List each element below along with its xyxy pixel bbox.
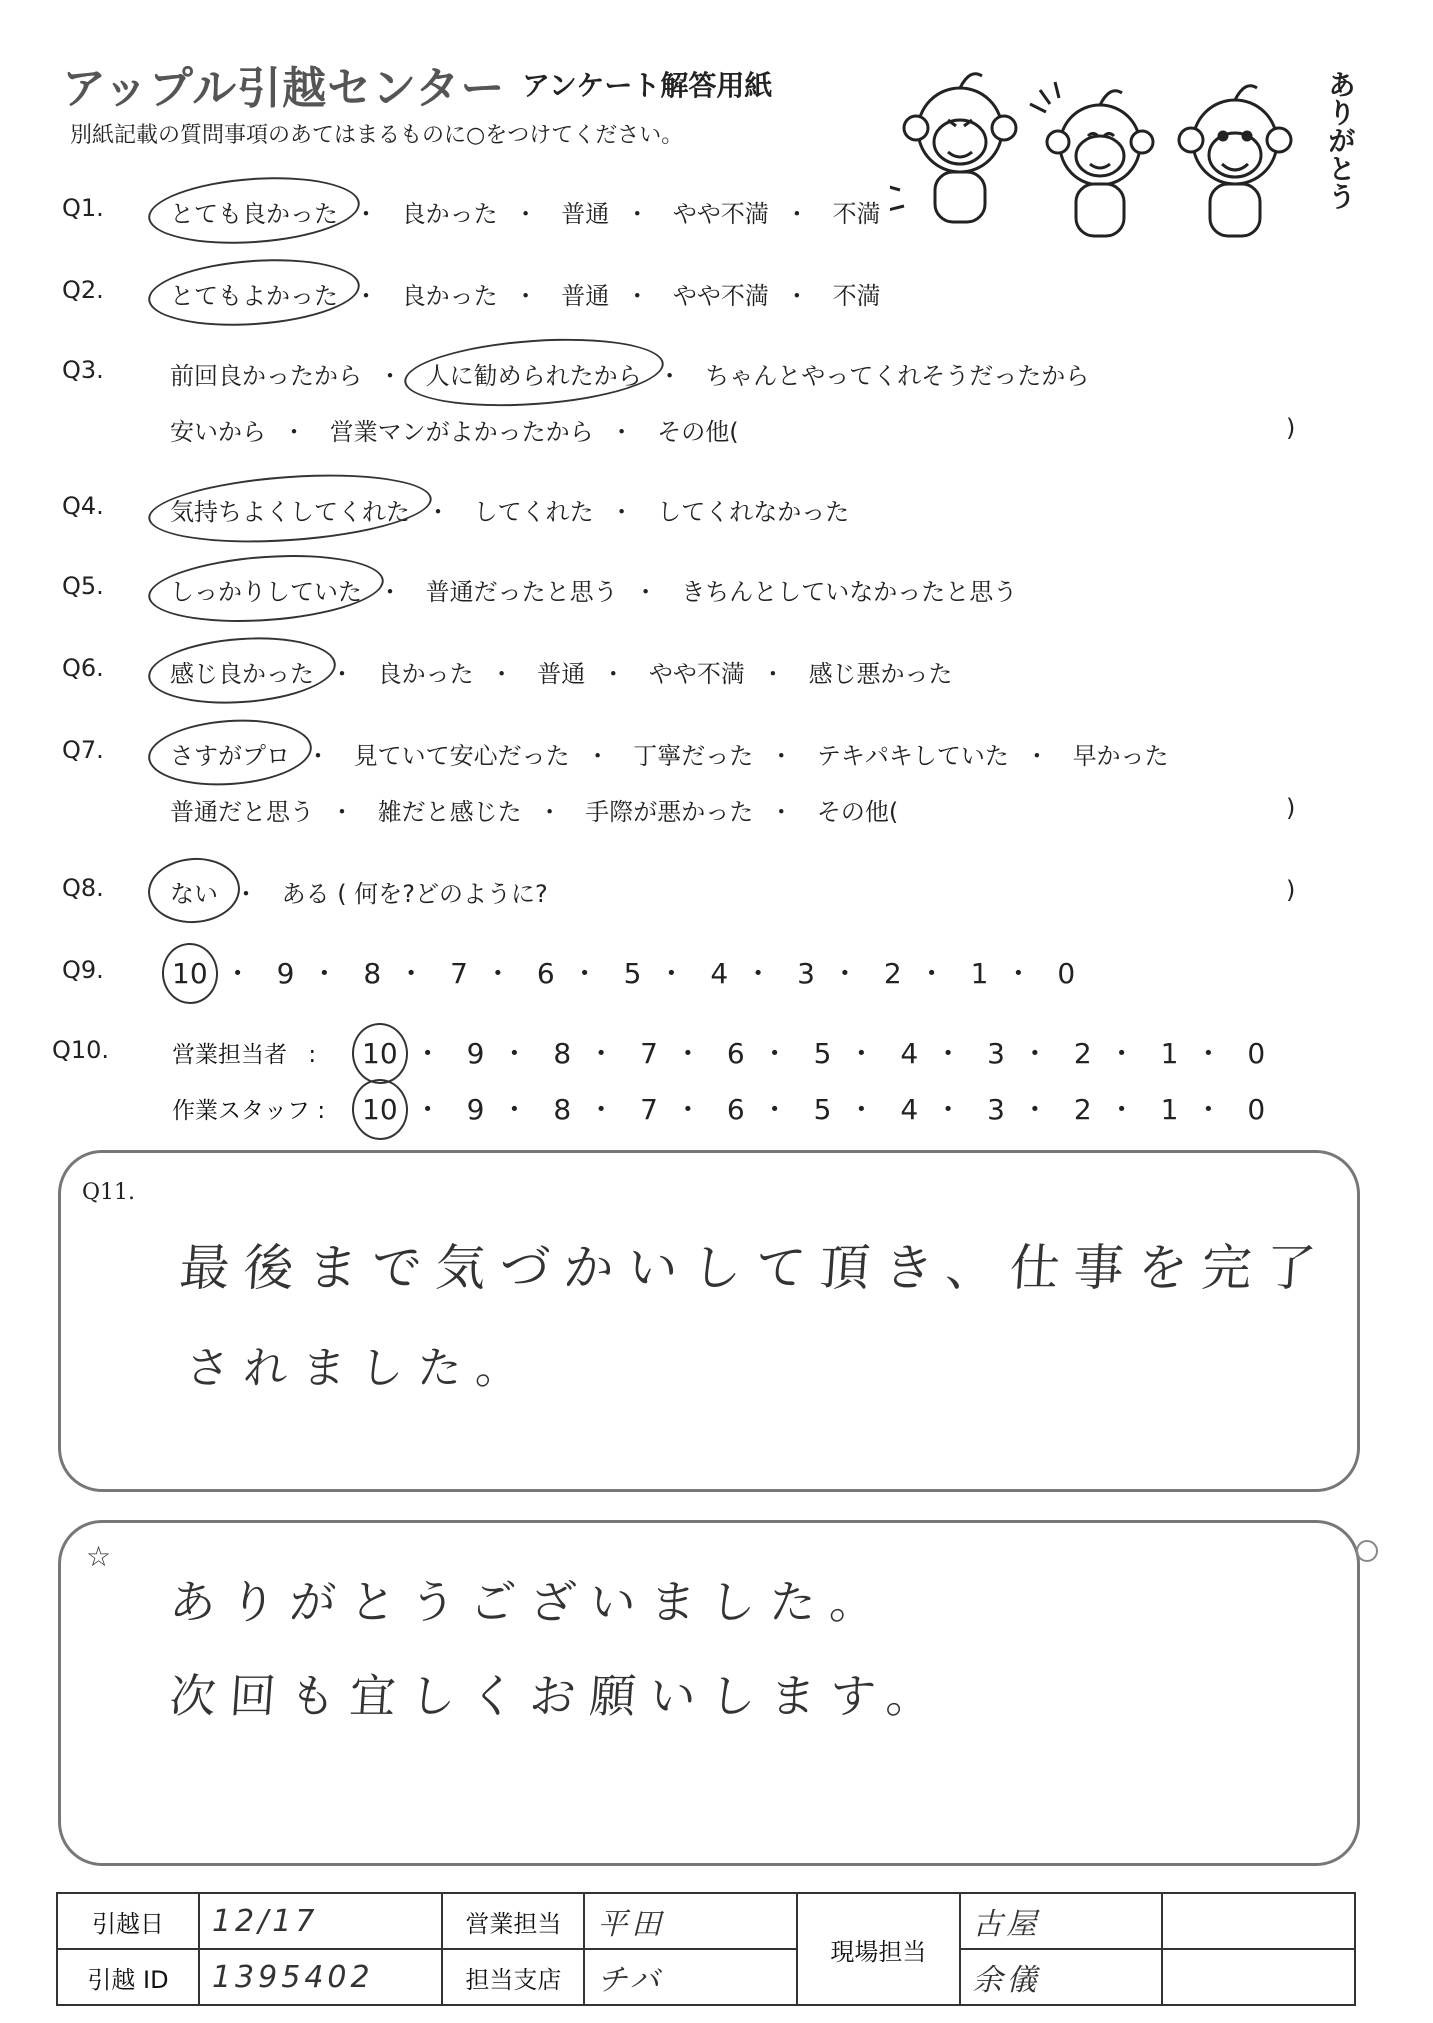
q3-options-line1: 前回良かったから ・ 人に勧められたから ・ ちゃんとやってくれそうだったから — [170, 356, 1089, 391]
q10-staff-sep: : — [317, 1098, 326, 1124]
branch-handwritten: チバ — [597, 1963, 664, 1998]
q10-sales-label — [172, 1036, 316, 1069]
q7-option-7[interactable]: 雑だと感じた — [377, 798, 522, 826]
q1-option-2[interactable]: 良かった — [401, 200, 498, 228]
q7-option-6[interactable]: 普通だと思う — [170, 798, 314, 826]
q10-sales-name: 営業担当者 — [172, 1042, 287, 1068]
form-subtitle: アンケート解答用紙 — [522, 69, 773, 102]
q3-options-line2: 安いから ・ 営業マンがよかったから ・ その他( — [170, 412, 739, 447]
q3-option-1[interactable]: 前回良かったから — [170, 362, 362, 390]
move-id-value[interactable] — [199, 1949, 442, 2005]
q10-staff-score-10[interactable]: 10 — [362, 1093, 398, 1126]
q8-option-2[interactable]: ある ( 何を?どのように? — [281, 880, 548, 908]
site-staff-2[interactable] — [960, 1949, 1163, 2005]
q2-option-1[interactable]: とてもよかった — [170, 276, 338, 311]
q10-sales-score-0[interactable]: 0 — [1247, 1037, 1266, 1070]
q5-options: しっかりしていた ・ 普通だったと思う ・ きちんとしていなかったと思う — [170, 572, 1017, 607]
sales-label: 営業担当 — [442, 1893, 584, 1949]
q1-option-3[interactable]: 普通 — [561, 200, 610, 228]
site-staff-extra-2[interactable] — [1162, 1949, 1355, 2005]
site-staff-1[interactable] — [960, 1893, 1163, 1949]
q10-sales-score-8[interactable]: 8 — [553, 1037, 572, 1070]
q9-scores: 10 ・ 9 ・ 8 ・ 7 ・ 6 ・ 5 ・ 4 ・ 3 ・ 2 ・ 1 ・ 0 — [172, 957, 1076, 990]
q8-paren-close: ) — [1286, 876, 1296, 904]
q10-staff-name: 作業スタッフ — [172, 1098, 310, 1124]
q5-option-3[interactable]: きちんとしていなかったと思う — [681, 578, 1018, 606]
q10-staff-score-8[interactable]: 8 — [553, 1093, 572, 1126]
q10-sales-score-4[interactable]: 4 — [900, 1037, 919, 1070]
q10-sales-sep: : — [308, 1042, 317, 1068]
q7-option-1[interactable]: さすがプロ — [170, 736, 290, 771]
q10-staff-score-1[interactable]: 1 — [1160, 1093, 1179, 1126]
q6-option-1[interactable]: 感じ良かった — [170, 654, 314, 689]
q2-label: Q2. — [62, 276, 104, 304]
q7-option-8[interactable]: 手際が悪かった — [585, 798, 754, 826]
star-icon: ☆ — [86, 1540, 112, 1573]
instruction-text: 別紙記載の質問事項のあてはまるものに○をつけてください。 — [70, 123, 684, 148]
q10-staff-score-7[interactable]: 7 — [640, 1093, 658, 1126]
q9-score-2[interactable]: 2 — [883, 957, 902, 990]
q4-label: Q4. — [62, 492, 104, 520]
info-row-2 — [57, 1949, 1355, 2005]
q7-option-5[interactable]: 早かった — [1072, 742, 1169, 770]
move-date-value[interactable] — [199, 1893, 442, 1949]
q8-option-1[interactable]: ない — [170, 874, 218, 909]
q10-staff-score-9[interactable]: 9 — [466, 1093, 485, 1126]
q10-staff-scores: 10 ・ 9 ・ 8 ・ 7 ・ 6 ・ 5 ・ 4 ・ 3 ・ 2 ・ 1 ・ 0 — [362, 1093, 1266, 1126]
q9-score-6[interactable]: 6 — [536, 957, 555, 990]
q10-sales-score-1[interactable]: 1 — [1160, 1037, 1179, 1070]
q6-option-4[interactable]: やや不満 — [648, 660, 745, 688]
q10-sales-scores: 10 ・ 9 ・ 8 ・ 7 ・ 6 ・ 5 ・ 4 ・ 3 ・ 2 ・ 1 ・ 0 — [362, 1037, 1266, 1070]
branch-value[interactable] — [584, 1949, 797, 2005]
q6-label: Q6. — [62, 654, 104, 682]
q11-handwritten-line1: 最後まで気づかいして頂き、仕事を完了 — [177, 1239, 1332, 1297]
q1-option-4[interactable]: やや不満 — [672, 200, 769, 228]
q4-option-3[interactable]: してくれなかった — [657, 498, 850, 526]
q2-option-4[interactable]: やや不満 — [672, 282, 769, 310]
q10-sales-score-3[interactable]: 3 — [987, 1037, 1005, 1070]
q10-sales-score-6[interactable]: 6 — [726, 1037, 745, 1070]
q11-handwritten-line2: されました。 — [183, 1343, 536, 1394]
q2-option-2[interactable]: 良かった — [401, 282, 498, 310]
q10-staff-label — [172, 1092, 325, 1125]
q1-option-5[interactable]: 不満 — [832, 200, 881, 228]
q8-label: Q8. — [62, 874, 104, 902]
q9-score-10[interactable]: 10 — [172, 957, 208, 990]
q1-option-1[interactable]: とても良かった — [170, 194, 338, 229]
site-label: 現場担当 — [797, 1893, 959, 2005]
monkey-mascots-illustration — [890, 60, 1370, 250]
q10-sales-score-7[interactable]: 7 — [640, 1037, 658, 1070]
q9-score-0[interactable]: 0 — [1057, 957, 1076, 990]
move-id-label: 引越 ID — [57, 1949, 199, 2005]
q11-comment-box[interactable] — [58, 1150, 1360, 1492]
site-staff-extra-1[interactable] — [1162, 1893, 1355, 1949]
site-staff-1-handwritten: 古屋 — [972, 1907, 1041, 1942]
q7-options-line1: さすがプロ ・ 見ていて安心だった ・ 丁寧だった ・ テキパキしていた ・ 早かった — [170, 736, 1169, 771]
q10-staff-score-3[interactable]: 3 — [987, 1093, 1005, 1126]
q1-options: とても良かった ・ 良かった ・ 普通 ・ やや不満 ・ 不満 — [170, 194, 881, 229]
q2-options: とてもよかった ・ 良かった ・ 普通 ・ やや不満 ・ 不満 — [170, 276, 881, 311]
q3-option-4[interactable]: 安いから — [170, 418, 266, 446]
q10-sales-score-10[interactable]: 10 — [362, 1037, 398, 1070]
q3-option-3[interactable]: ちゃんとやってくれそうだったから — [705, 362, 1090, 390]
q9-label: Q9. — [62, 956, 104, 984]
q9-score-9[interactable]: 9 — [276, 957, 295, 990]
q3-option-6[interactable]: その他( — [657, 418, 739, 446]
branch-label: 担当支店 — [442, 1949, 584, 2005]
q6-option-2[interactable]: 良かった — [377, 660, 474, 688]
q10-sales-score-2[interactable]: 2 — [1073, 1037, 1092, 1070]
q10-sales-score-9[interactable]: 9 — [466, 1037, 485, 1070]
q10-staff-score-5[interactable]: 5 — [813, 1093, 832, 1126]
q11-label: Q11. — [82, 1180, 136, 1205]
q10-staff-score-6[interactable]: 6 — [726, 1093, 745, 1126]
mascot-thanks-text: ありがとう — [1324, 70, 1357, 210]
q4-option-2[interactable]: してくれた — [473, 498, 594, 526]
q7-option-9[interactable]: その他( — [816, 798, 899, 826]
q8-options: ない ・ ある ( 何を?どのように? — [170, 874, 548, 909]
q10-staff-score-2[interactable]: 2 — [1073, 1093, 1092, 1126]
sales-handwritten: 平田 — [597, 1907, 666, 1942]
move-info-table — [56, 1892, 1356, 2006]
q9-score-8[interactable]: 8 — [363, 957, 382, 990]
q9-score-7[interactable]: 7 — [450, 957, 468, 990]
q3-option-5[interactable]: 営業マンがよかったから — [329, 418, 594, 446]
binder-hole-icon — [1356, 1540, 1378, 1562]
q7-options-line2: 普通だと思う ・ 雑だと感じた ・ 手際が悪かった ・ その他( — [170, 792, 898, 827]
q5-label: Q5. — [62, 572, 104, 600]
q3-option-2[interactable]: 人に勧められたから — [426, 356, 642, 391]
q9-score-5[interactable]: 5 — [623, 957, 642, 990]
q4-options: 気持ちよくしてくれた ・ してくれた ・ してくれなかった — [170, 492, 849, 527]
comment-handwritten-line2: 次回も宜しくお願いします。 — [167, 1669, 949, 1723]
q7-option-4[interactable]: テキパキしていた — [816, 742, 1009, 770]
q3-paren-close: ) — [1286, 414, 1296, 442]
q3-label: Q3. — [62, 356, 104, 384]
comment-handwritten-line1: ありがとうございました。 — [167, 1575, 892, 1629]
q2-option-3[interactable]: 普通 — [561, 282, 610, 310]
move-date-handwritten: 12/17 — [211, 1903, 319, 1939]
q4-option-1[interactable]: 気持ちよくしてくれた — [170, 492, 410, 527]
company-title: アップル引越センター — [62, 63, 506, 114]
q7-paren-close: ) — [1286, 794, 1296, 822]
q2-option-5[interactable]: 不満 — [832, 282, 881, 310]
q7-option-3[interactable]: 丁寧だった — [633, 742, 754, 770]
site-staff-2-handwritten: 余儀 — [972, 1963, 1041, 1998]
q10-staff-score-4[interactable]: 4 — [900, 1093, 919, 1126]
sales-value[interactable] — [584, 1893, 797, 1949]
move-id-handwritten: 1395402 — [211, 1959, 374, 1995]
q7-option-2[interactable]: 見ていて安心だった — [353, 742, 570, 770]
q10-sales-score-5[interactable]: 5 — [813, 1037, 832, 1070]
q9-score-1[interactable]: 1 — [970, 957, 989, 990]
move-date-label: 引越日 — [57, 1893, 199, 1949]
q6-option-5[interactable]: 感じ悪かった — [808, 660, 953, 688]
q10-label: Q10. — [52, 1036, 110, 1064]
q6-option-3[interactable]: 普通 — [537, 660, 586, 688]
q10-staff-score-0[interactable]: 0 — [1247, 1093, 1266, 1126]
q5-option-2[interactable]: 普通だったと思う — [425, 578, 618, 606]
q7-label: Q7. — [62, 736, 104, 764]
q6-options: 感じ良かった ・ 良かった ・ 普通 ・ やや不満 ・ 感じ悪かった — [170, 654, 953, 689]
q9-score-4[interactable]: 4 — [710, 957, 729, 990]
q1-label: Q1. — [62, 194, 104, 222]
q5-option-1[interactable]: しっかりしていた — [170, 572, 362, 607]
q9-score-3[interactable]: 3 — [797, 957, 815, 990]
info-row-1 — [57, 1893, 1355, 1949]
